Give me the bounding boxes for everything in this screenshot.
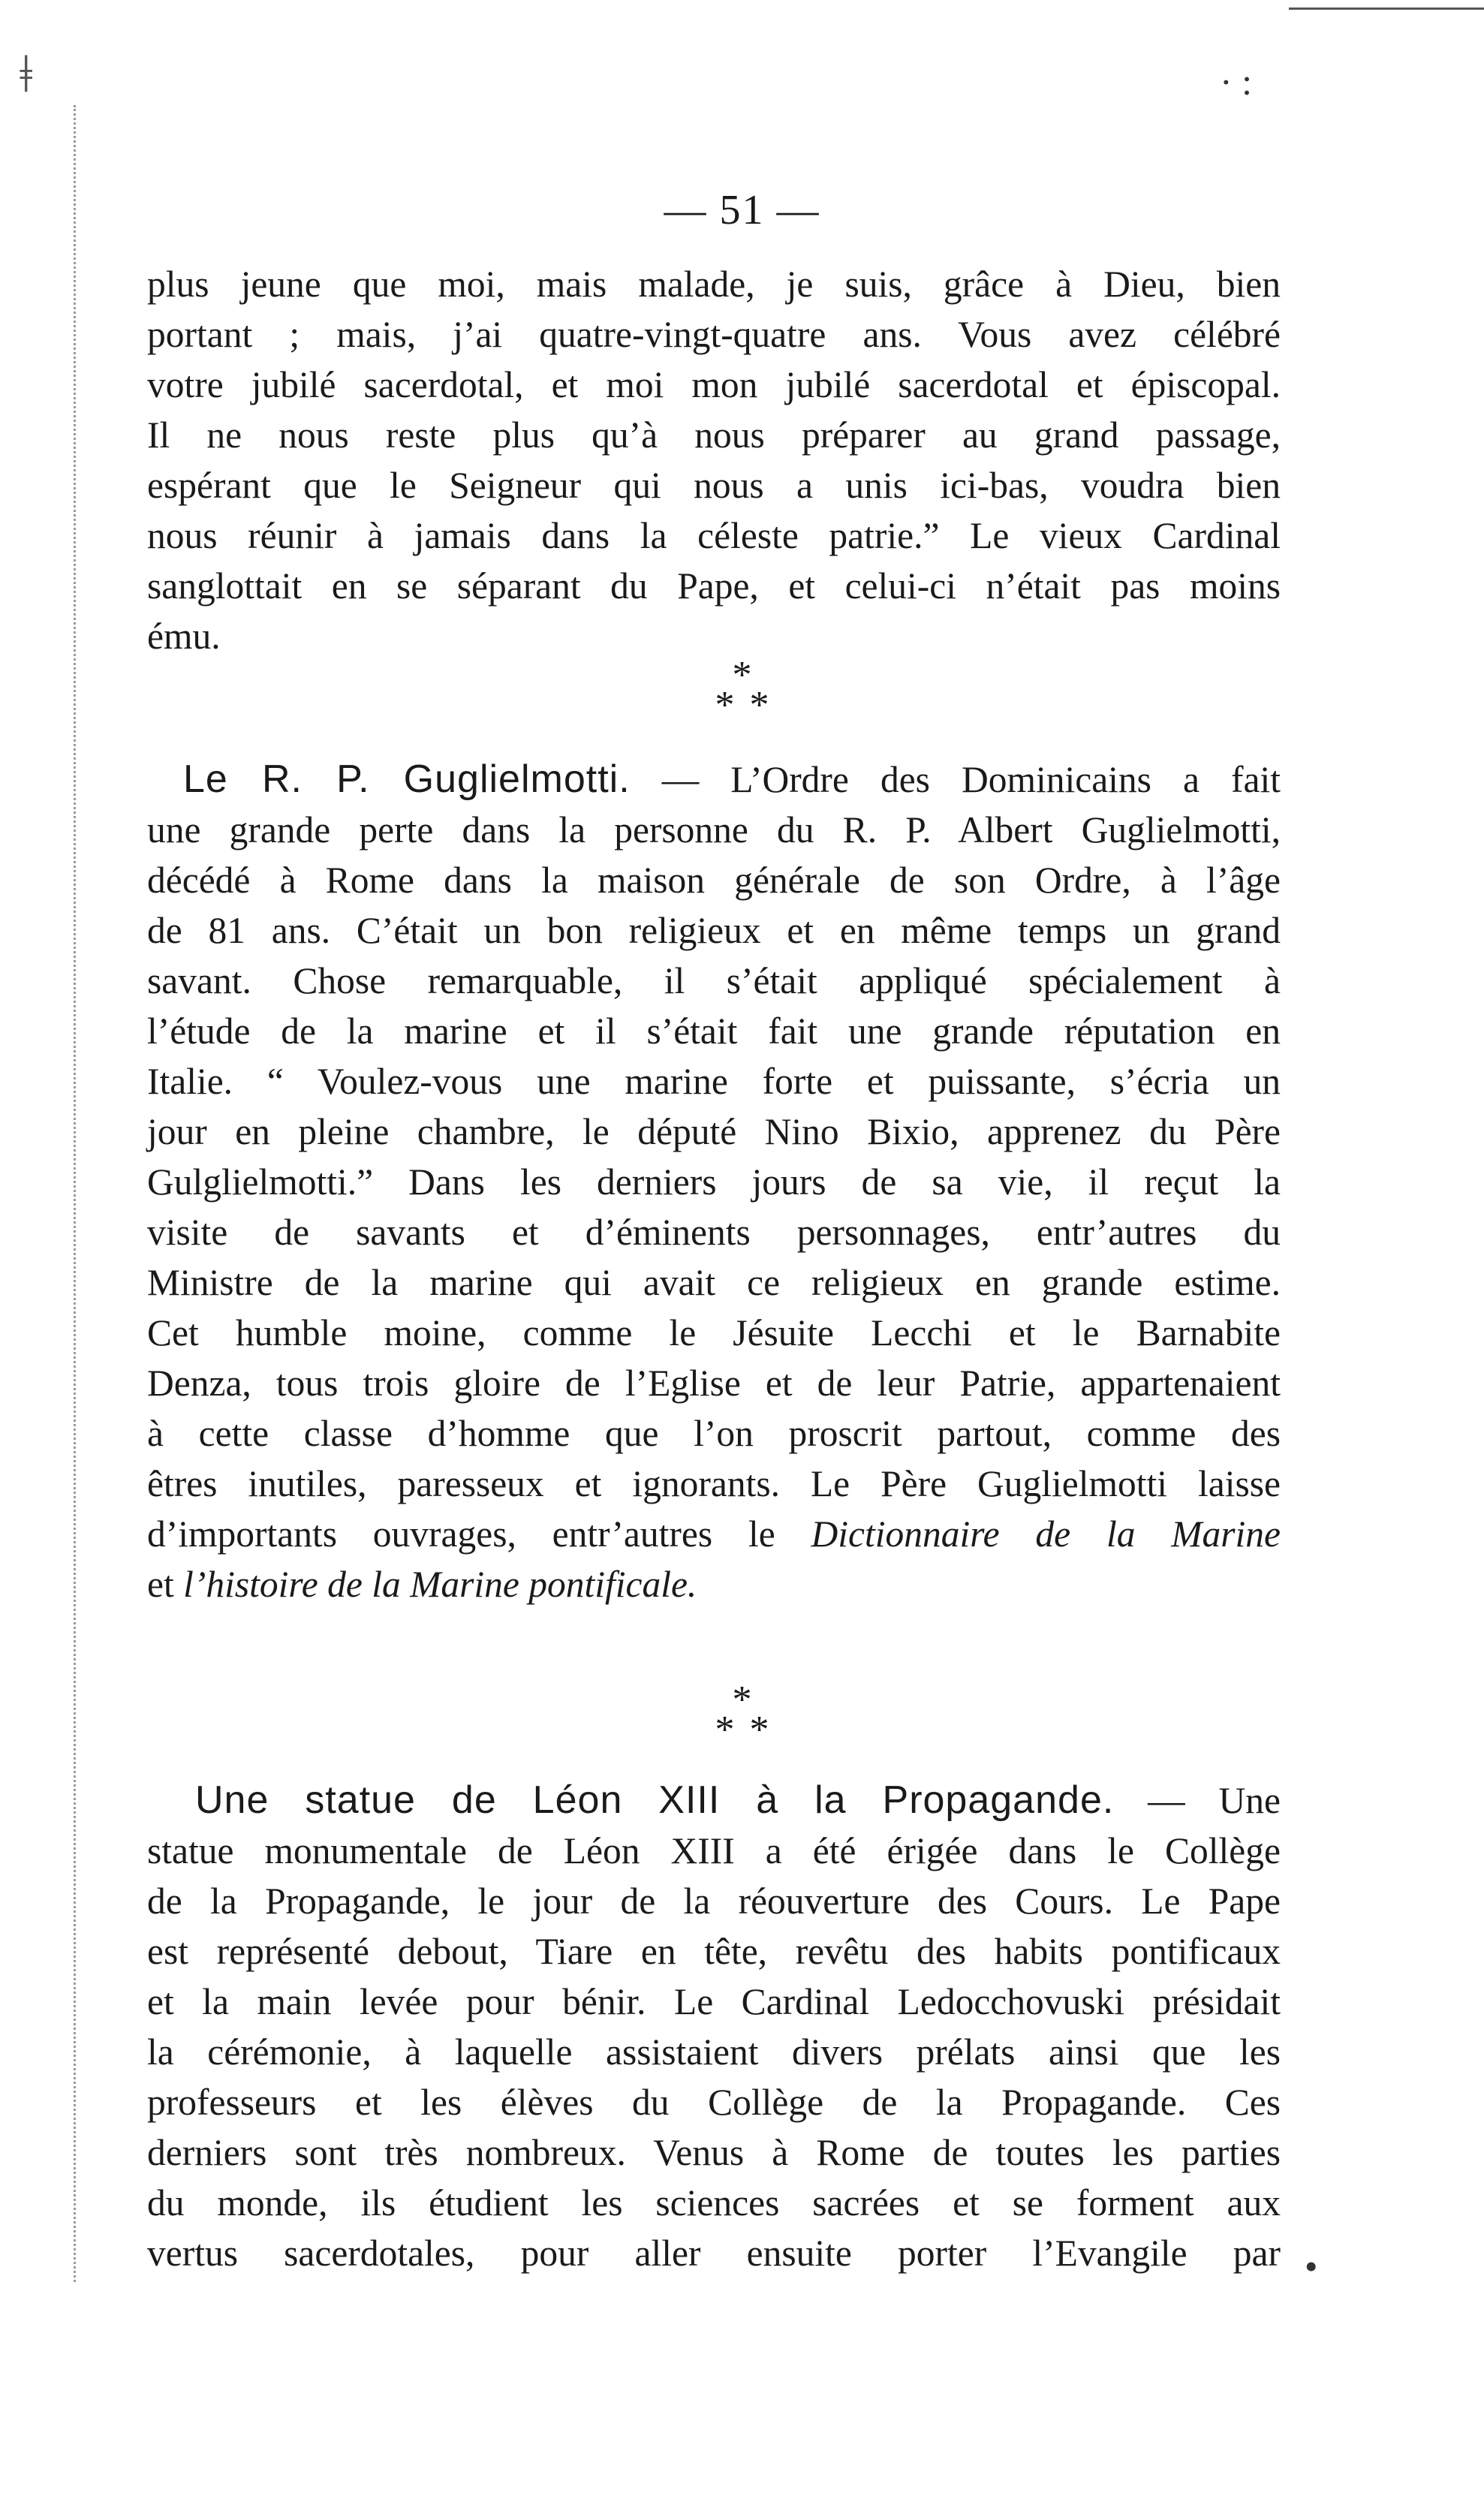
text-line: statue monumentale de Léon XIII a été érigée dans le Collège [147, 1830, 1281, 1871]
text-line: Denza, tous trois gloire de l’Eglise et de leur Patrie, appartenaient [147, 1362, 1281, 1404]
text-line: est représenté debout, Tiare en tête, revêtu des habits pontificaux [147, 1931, 1281, 1972]
text-line: à cette classe d’homme que l’on proscrit partout, comme des [147, 1413, 1281, 1454]
text-line: sanglottait en se séparant du Pape, et celui-ci n’était pas moins [147, 565, 1281, 607]
page-number: — 51 — [664, 187, 820, 233]
text-line: visite de savants et d’éminents personnages, entr’autres du [147, 1212, 1281, 1253]
text-line: la cérémonie, à laquelle assistaient divers prélats ainsi que les [147, 2031, 1281, 2073]
section-lead-line [147, 1775, 1281, 1826]
section-statue-leon-xiii [147, 1775, 1281, 2278]
text-line: Italie. “ Voulez-vous une marine forte et puissante, s’écria un [147, 1061, 1281, 1102]
text-line: nous réunir à jamais dans la céleste patrie.” Le vieux Cardinal [147, 515, 1281, 556]
section-heading: Le R. P. Guglielmotti. [183, 757, 631, 801]
text-line: portant ; mais, j’ai quatre-vingt-quatre ans. Vous avez célébré [147, 314, 1281, 355]
asterism-separator: * ** [715, 1679, 784, 1751]
text-line: jour en pleine chambre, le député Nino Bixio, apprenez du Père [147, 1111, 1281, 1152]
text-line-works: et l’histoire de la Marine pontificale. [147, 1564, 697, 1605]
book-title-dictionnaire: Dictionnaire de la Marine [811, 1513, 1281, 1555]
text-line: Il ne nous reste plus qu’à nous préparer au grand passage, [147, 414, 1281, 456]
paragraph-continuation [147, 259, 1281, 661]
book-title-histoire: l’histoire de la Marine pontificale. [183, 1564, 697, 1605]
text-line: de 81 ans. C’était un bon religieux et en même temps un grand [147, 910, 1281, 951]
section-lead-text: — L’Ordre des Dominicains a fait [630, 759, 1281, 800]
margin-speck: · : [1220, 61, 1253, 103]
text-line: Ministre de la marine qui avait ce religieux en grande estime. [147, 1262, 1281, 1303]
text-line: Gulglielmotti.” Dans les derniers jours de sa vie, il reçut la [147, 1161, 1281, 1203]
top-rule [1289, 8, 1484, 10]
margin-mark: ǂ [20, 46, 33, 104]
text-line: de la Propagande, le jour de la réouverture des Cours. Le Pape [147, 1880, 1281, 1922]
text-line: et la main levée pour bénir. Le Cardinal Ledocchovuski présidait [147, 1981, 1281, 2022]
text-line: derniers sont très nombreux. Venus à Rome de toutes les parties [147, 2132, 1281, 2173]
text-line: votre jubilé sacerdotal, et moi mon jubilé sacerdotal et épiscopal. [147, 364, 1281, 405]
asterism-separator: * ** [715, 654, 784, 727]
text-line: plus jeune que moi, mais malade, je suis, grâce à Dieu, bien [147, 263, 1281, 305]
text-line: vertus sacerdotales, pour aller ensuite porter l’Evangile par [147, 2233, 1281, 2274]
text-line: êtres inutiles, paresseux et ignorants. Le Père Guglielmotti laisse [147, 1463, 1281, 1504]
section-lead-line [147, 754, 1281, 805]
section-heading: Une statue de Léon XIII à la Propagande. [195, 1778, 1115, 1822]
section-lead-text: — Une [1114, 1780, 1281, 1821]
text-line: décédé à Rome dans la maison générale de son Ordre, à l’âge [147, 860, 1281, 901]
text-line: espérant que le Seigneur qui nous a unis ici-bas, voudra bien [147, 465, 1281, 506]
text-line: Cet humble moine, comme le Jésuite Lecchi et le Barnabite [147, 1312, 1281, 1353]
text-line: savant. Chose remarquable, il s’était appliqué spécialement à [147, 960, 1281, 1001]
margin-dotted-line [74, 105, 79, 2282]
text-line-works: d’importants ouvrages, entr’autres le Dictionnaire de la Marine [147, 1513, 1281, 1555]
text-line: l’étude de la marine et il s’était fait une grande réputation en [147, 1010, 1281, 1052]
text-line: ému. [147, 616, 221, 657]
text-line: professeurs et les élèves du Collège de la Propagande. Ces [147, 2082, 1281, 2123]
section-guglielmotti [147, 754, 1281, 1609]
margin-speck: • [1305, 2245, 1318, 2287]
text-line: du monde, ils étudient les sciences sacrées et se forment aux [147, 2182, 1281, 2223]
text-line: une grande perte dans la personne du R. P. Albert Guglielmotti, [147, 809, 1281, 851]
